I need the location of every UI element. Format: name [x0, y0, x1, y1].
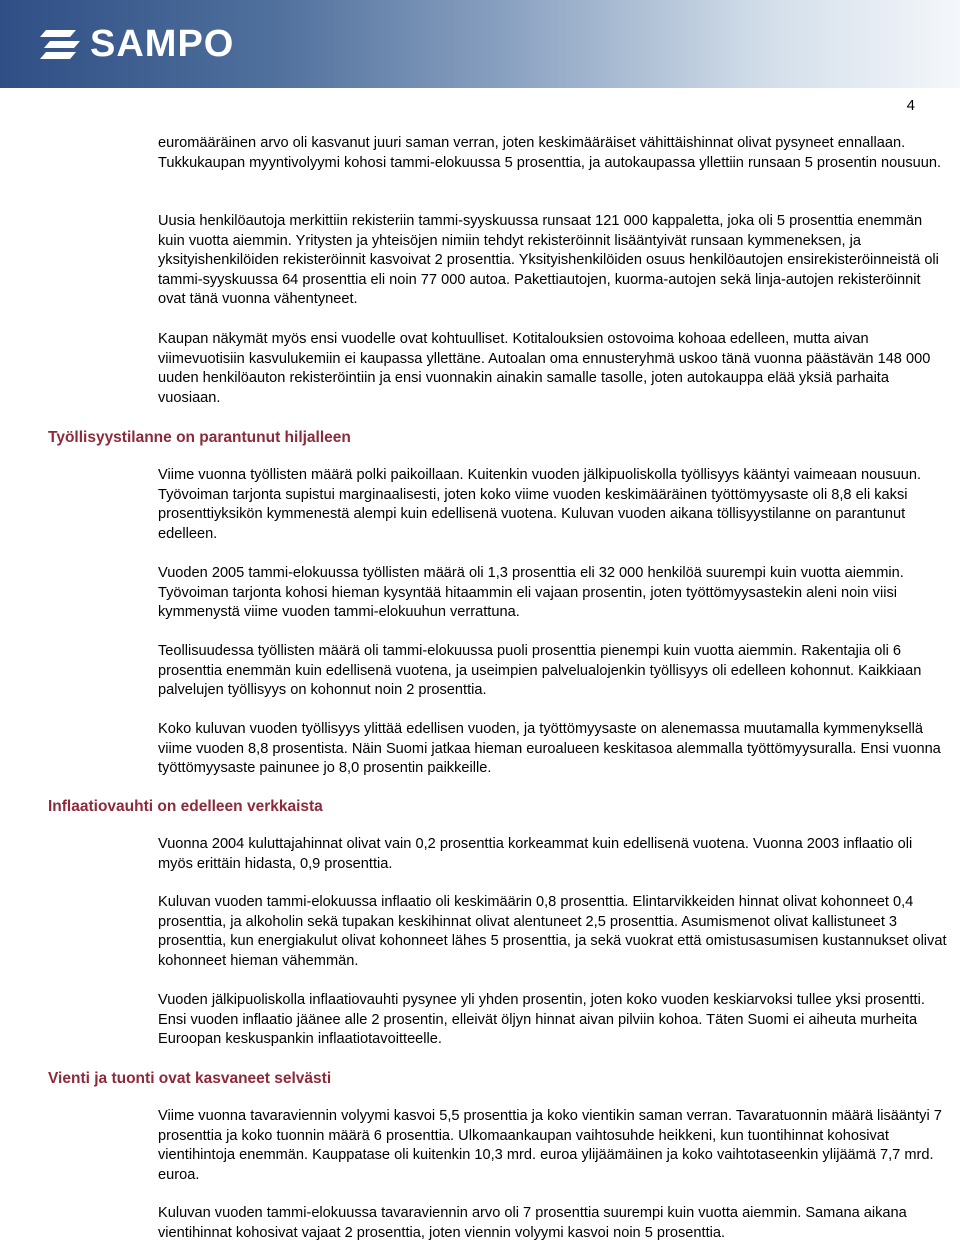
paragraph: Kuluvan vuoden tammi-elokuussa tavaraviennin arvo oli 7 prosenttia suurempi kuin vuotta aiemmin. Samana aikana vientihinnat kohosivat vajaat 2 prosenttia, joten viennin volyymi kasvoi noin 5 prosenttia. — [158, 1205, 907, 1241]
section-heading: Inflaatiovauhti on edelleen verkkaista — [48, 798, 323, 815]
brand-name: SAMPO — [90, 23, 235, 65]
paragraph: Vuonna 2004 kuluttajahinnat olivat vain 0,2 prosenttia korkeammat kuin edellisenä vuotena. Vuonna 2003 inflaatio oli myös erittäin hidasta, 0,9 prosenttia. — [158, 836, 913, 872]
paragraph: Vuoden jälkipuoliskolla inflaatiovauhti pysynee yli yhden prosentin, joten koko vuoden keskiarvoksi tullee yksi prosentti. Ensi vuoden inflaatio jäänee alle 2 prosentin, elleivät öljyn hinnat aivan pilviin kohoa. Täten Suomi ei aiheuta murheita Euroopan keskuspankin inflaatiotavoitteelle. — [158, 992, 925, 1047]
paragraph: Viime vuonna tavaraviennin volyymi kasvoi 5,5 prosenttia ja koko vientikin saman verran. Tavaratuonnin määrä lisääntyi 7 prosenttia ja koko tuonnin määrä 6 prosenttia. Ulkomaankaupan vaihtosuhde heikkeni, kun tuontihinnat kohosivat vientihintoja enemmän. Kauppatase oli kuitenkin 10,3 mrd. euroa ylijäämäinen ja koko vaihtotaseenkin ylijäämä 7,7 mrd. euroa. — [158, 1108, 942, 1183]
paragraph: Kaupan näkymät myös ensi vuodelle ovat kohtuulliset. Kotitalouksien ostovoima kohoaa edelleen, mutta aivan viimevuotisiin kasvulukemiin ei kaupassa yllettäne. Autoalan oma ennusteryhmä uskoo tänä vuonna päästävän 148 000 uuden henkilöauton rekisteröintiin ja ensi vuonnakin ainakin samalle tasolle, joten autokauppa elää yksiä parhaita vuosiaan. — [158, 331, 931, 406]
sampo-logo — [40, 22, 234, 66]
paragraph: Vuoden 2005 tammi-elokuussa työllisten määrä oli 1,3 prosenttia eli 32 000 henkilöä suurempi kuin vuotta aiemmin. Työvoiman tarjonta kohosi hieman kysyntää hitaammin eli vajaan prosentin, joten työttömyysastekin aleni noin viisi kymmenystä viime vuoden tammi-elokuuhun verrattuna. — [158, 565, 904, 620]
paragraph: Uusia henkilöautoja merkittiin rekisteriin tammi-syyskuussa runsaat 121 000 kappaletta, joka oli 5 prosenttia enemmän kuin vuotta aiemmin. Yritysten ja yhteisöjen nimiin tehdyt rekisteröinnit lisääntyivät runsaan kymmeneksen, ja yksityishenkilöiden rekisteröinnit kasvoivat 2 prosenttia. Yksityishenkilöiden osuus henkilöautojen ensirekisteröinneistä oli tammi-syyskuussa 64 prosenttia eli noin 77 000 autoa. Pakettiautojen, kuorma-autojen sekä linja-autojen rekisteröinnit ovat tänä vuonna vähentyneet. — [158, 213, 939, 307]
sampo-logo-icon — [40, 22, 84, 66]
paragraph: Viime vuonna työllisten määrä polki paikoillaan. Kuitenkin vuoden jälkipuoliskolla työllisyys kääntyi vaimeaan nousuun. Työvoiman tarjonta supistui marginaalisesti, joten koko viime vuoden keskimääräinen työttömyysaste oli 8,8 eli kaksi prosenttiyksikön kymmenestä alempi kuin edellisenä vuotena. Kuluvan vuoden aikana töllisyystilanne on parantunut edelleen. — [158, 467, 922, 542]
paragraph: euromääräinen arvo oli kasvanut juuri saman verran, joten keskimääräiset vähittäishinnat olivat pysyneet ennallaan. Tukkukaupan myyntivolyymi kohosi tammi-elokuussa 5 prosenttia, ja autokaupassa yllettiin runsaan 5 prosentin nousuun. — [158, 135, 942, 171]
paragraph: Teollisuudessa työllisten määrä oli tammi-elokuussa puoli prosenttia pienempi kuin vuotta aiemmin. Rakentajia oli 6 prosenttia enemmän kuin edellisenä vuotena, ja useimpien palvelualojenkin työllisyys oli edelleen kohonnut. Kaikkiaan palvelujen työllisyys on kohonnut noin 2 prosenttia. — [158, 643, 922, 698]
page-number: 4 — [906, 97, 915, 114]
paragraph: Koko kuluvan vuoden työllisyys ylittää edellisen vuoden, ja työttömyysaste on alenemassa muutamalla kymmenyksellä viime vuoden 8,8 prosentista. Näin Suomi jatkaa hieman euroalueen keskitasoa alemmalla työttömyysuralla. Ensi vuonna työttömyysaste painunee jo 8,0 prosentin paikkeille. — [158, 721, 941, 776]
section-heading: Työllisyystilanne on parantunut hiljalleen — [48, 429, 351, 446]
section-heading: Vienti ja tuonti ovat kasvaneet selvästi — [48, 1070, 332, 1087]
paragraph: Kuluvan vuoden tammi-elokuussa inflaatio oli keskimäärin 0,8 prosenttia. Elintarvikkeiden hinnat olivat kohonneet 0,4 prosenttia, ja alkoholin sekä tupakan keskihinnat olivat alentuneet 2,5 prosenttia. Asumismenot olivat kallistuneet 3 prosenttia, kun energiakulut olivat kohonneet lähes 5 prosenttia, ja sekä vuokrat että omistusasumisen kustannukset olivat kohonneet hieman vähemmän. — [158, 894, 947, 969]
